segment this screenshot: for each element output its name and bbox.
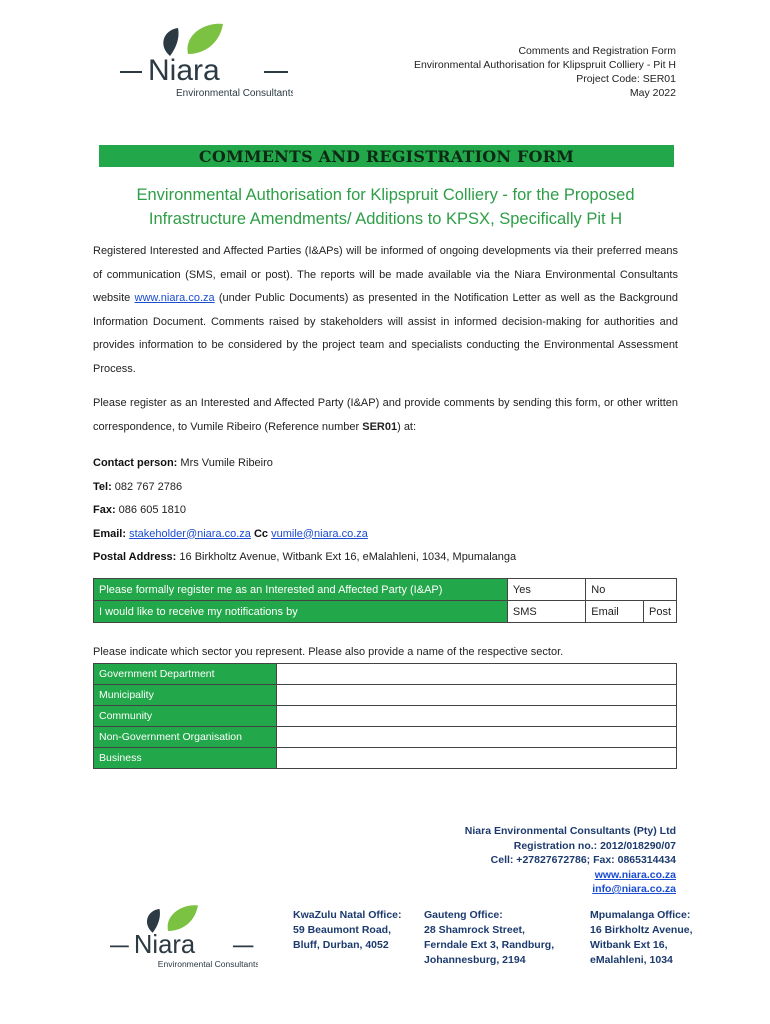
table-row — [94, 727, 677, 748]
subtitle-line: Infrastructure Amendments/ Additions to KPSX, Specifically Pit H — [148, 210, 623, 228]
niara-logo-footer — [108, 902, 258, 972]
register-paragraph: Please register as an Interested and Affected Party (I&AP) and provide comments by sending this form, or other written correspondence, to Vumile Ribeiro (Reference number SER01) at: — [93, 397, 678, 433]
table-row — [94, 601, 677, 623]
reference-number: SER01 — [362, 420, 398, 433]
sector-label: Government Department — [94, 664, 277, 685]
leaf-icon — [108, 902, 258, 972]
sector-instructions: Please indicate which sector you represent. Please also provide a name of the respective sector. — [93, 646, 564, 658]
sms-option[interactable]: SMS — [507, 601, 585, 623]
contact-fax: Fax: 086 605 1810 — [93, 504, 186, 516]
header-line: May 2022 — [629, 87, 676, 99]
company-website-link[interactable]: www.niara.co.za — [594, 868, 676, 881]
register-question: Please formally register me as an Interested and Affected Party (I&AP) — [94, 579, 508, 601]
office-kzn: KwaZulu Natal Office: 59 Beaumont Road, Bluff, Durban, 4052 — [293, 909, 402, 951]
sector-name-field[interactable] — [277, 685, 677, 706]
table-row — [94, 685, 677, 706]
sector-label: Community — [94, 706, 277, 727]
form-title: COMMENTS AND REGISTRATION FORM — [99, 145, 674, 167]
document-header — [414, 44, 676, 100]
contact-email: Email: stakeholder@niara.co.za Cc vumile@niara.co.za — [93, 527, 368, 540]
table-row — [94, 579, 677, 601]
registration-table — [93, 578, 677, 623]
company-registration: Registration no.: 2012/018290/07 — [513, 839, 676, 852]
website-link[interactable]: www.niara.co.za — [134, 292, 215, 304]
contact-postal: Postal Address: 16 Birkholtz Avenue, Witbank Ext 16, eMalahleni, 1034, Mpumalanga — [93, 551, 517, 563]
company-name: Niara Environmental Consultants (Pty) Ltd — [464, 825, 676, 837]
sector-name-field[interactable] — [277, 727, 677, 748]
company-email-link[interactable]: info@niara.co.za — [592, 883, 676, 895]
vumile-email-link[interactable]: vumile@niara.co.za — [271, 527, 368, 540]
stakeholder-email-link[interactable]: stakeholder@niara.co.za — [129, 527, 251, 540]
header-line: Project Code: SER01 — [576, 73, 676, 85]
header-line: Comments and Registration Form — [518, 45, 676, 57]
contact-details — [93, 452, 693, 570]
table-row — [94, 664, 677, 685]
project-subtitle — [93, 183, 678, 231]
company-info — [465, 824, 676, 897]
sector-label: Non-Government Organisation — [94, 727, 277, 748]
logo-wordmark: Niara — [148, 54, 220, 87]
niara-logo — [118, 20, 293, 102]
sector-table — [93, 663, 677, 769]
office-mpumalanga: Mpumalanga Office: 16 Birkholtz Avenue, Witbank Ext 16, eMalahleni, 1034 — [590, 909, 693, 966]
sector-name-field[interactable] — [277, 664, 677, 685]
office-gauteng: Gauteng Office: 28 Shamrock Street, Ferndale Ext 3, Randburg, Johannesburg, 2194 — [424, 909, 555, 966]
company-phones: Cell: +27827672786; Fax: 0865314434 — [490, 854, 676, 866]
sector-label: Municipality — [94, 685, 277, 706]
sector-name-field[interactable] — [277, 748, 677, 769]
post-option[interactable]: Post — [643, 601, 676, 623]
subtitle-line: Environmental Authorisation for Klipspruit Colliery - for the Proposed — [136, 186, 635, 204]
leaf-icon — [118, 20, 293, 102]
table-row — [94, 706, 677, 727]
contact-person: Contact person: Mrs Vumile Ribeiro — [93, 457, 273, 469]
yes-option[interactable]: Yes — [507, 579, 585, 601]
header-line: Environmental Authorisation for Klipspruit Colliery - Pit H — [413, 59, 676, 71]
contact-tel: Tel: 082 767 2786 — [93, 480, 183, 493]
sector-name-field[interactable] — [277, 706, 677, 727]
sector-label: Business — [94, 748, 277, 769]
email-option[interactable]: Email — [586, 601, 644, 623]
logo-wordmark: Niara — [133, 931, 196, 960]
notification-question: I would like to receive my notifications by — [94, 601, 508, 623]
intro-paragraph: Registered Interested and Affected Parties (I&APs) will be informed of ongoing developments via their preferred means of communication (SMS, email or post). The reports will be made available via the Niara Environmental Consultants website www.niara.co.za (under Public Documents) as presented in the Notification Letter as well as the Background Information Document. Comments raised by stakeholders will assist in informed decision-making for authorities and provides information to be considered by the project team and specialists conducting the Environmental Assessment Process. — [93, 245, 678, 375]
no-option[interactable]: No — [586, 579, 677, 601]
logo-tagline: Environmental Consultants — [157, 958, 258, 969]
logo-tagline: Environmental Consultants — [176, 88, 293, 99]
table-row — [94, 748, 677, 769]
